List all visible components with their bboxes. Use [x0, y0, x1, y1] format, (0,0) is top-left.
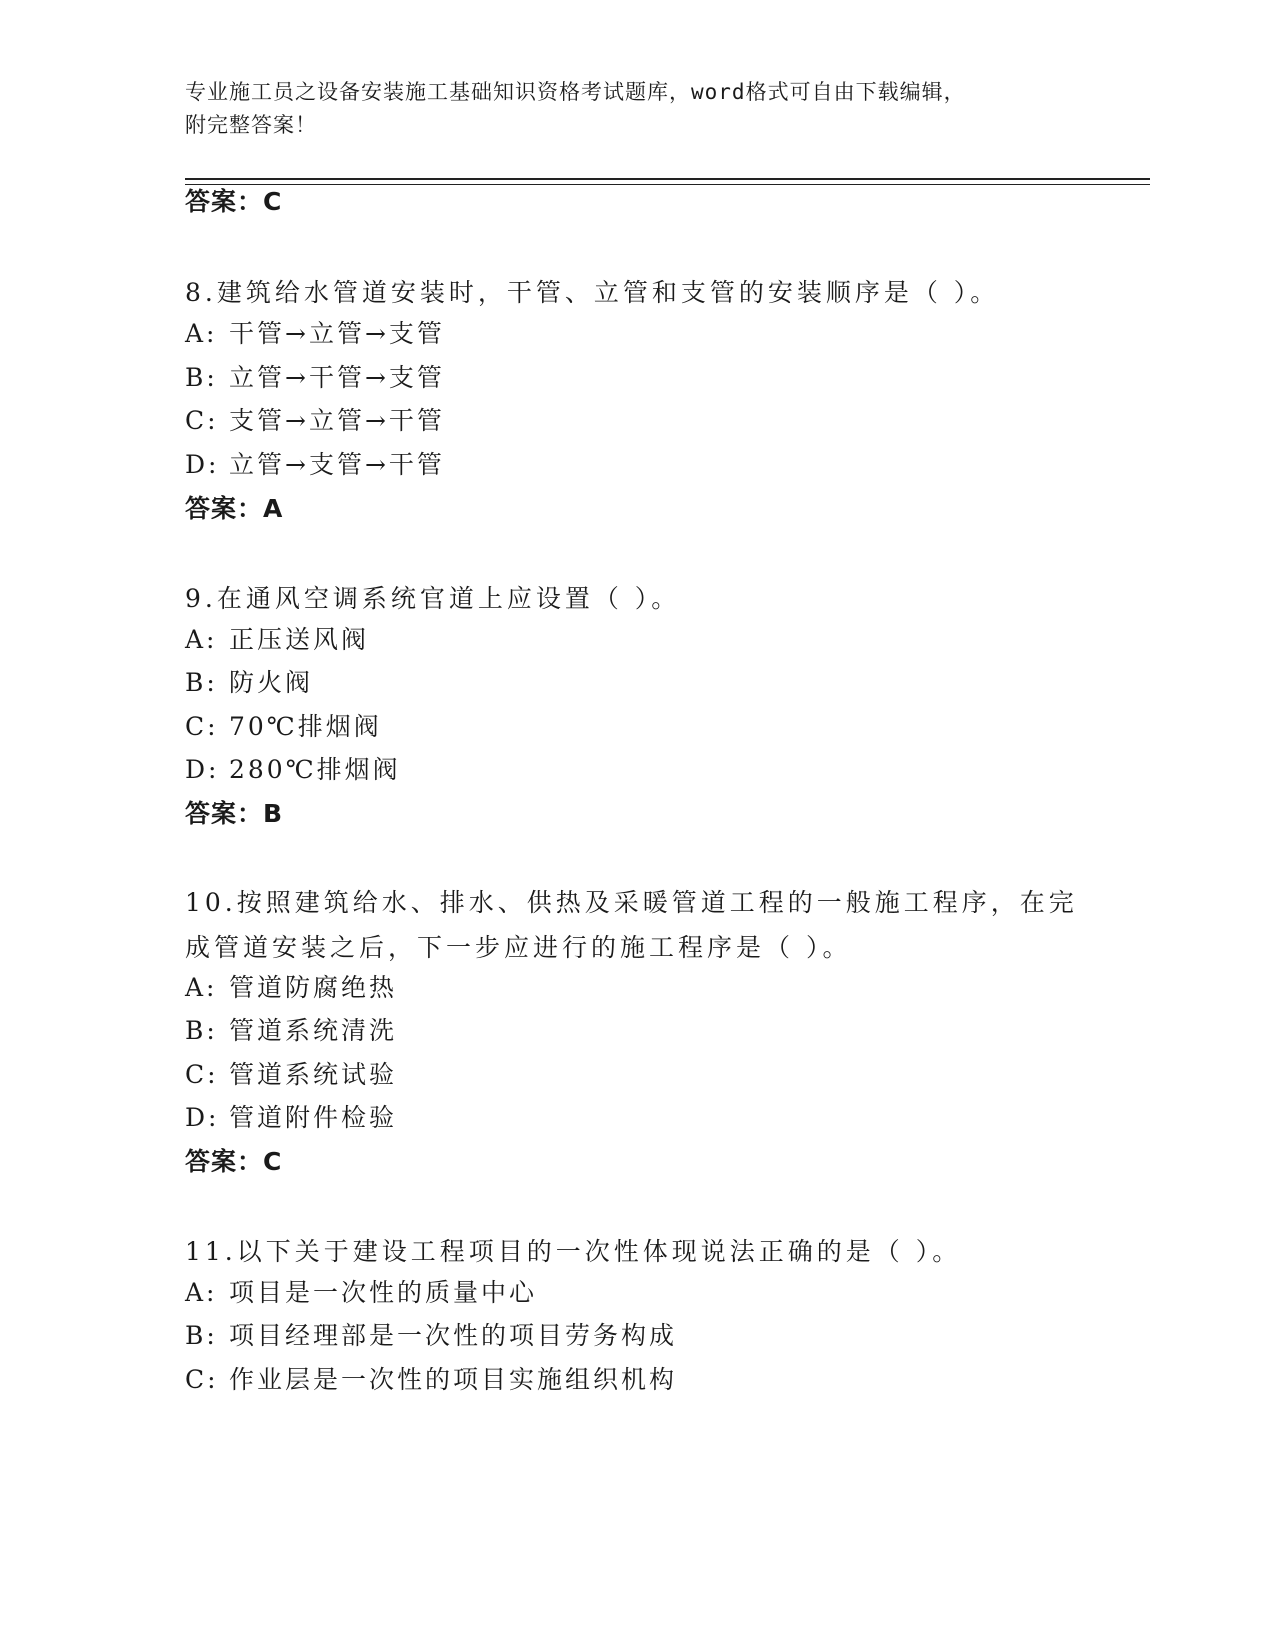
question-9-stem: 9.在通风空调系统官道上应设置（ ）。 [185, 584, 681, 613]
question-9-option-d [185, 754, 1085, 786]
option-key: B: [185, 363, 218, 392]
question-11-option-a [185, 1277, 1085, 1309]
header-line-2: 附完整答案！ [185, 113, 317, 137]
option-key: A: [185, 319, 218, 348]
header-divider-thick [185, 178, 1150, 180]
header-divider-thin [185, 184, 1150, 185]
option-key: C: [185, 1365, 219, 1394]
question-8-option-c [185, 405, 1085, 437]
option-key: A: [185, 625, 218, 654]
option-key: D: [185, 1103, 220, 1132]
option-key: D: [185, 755, 220, 784]
option-key: C: [185, 406, 219, 435]
option-key: B: [185, 668, 218, 697]
question-11-stem: 11.以下关于建设工程项目的一次性体现说法正确的是（ ）。 [185, 1237, 962, 1266]
question-8-option-b [185, 362, 1085, 394]
question-11-option-c [185, 1364, 1085, 1396]
document-header [185, 76, 1085, 142]
option-text: 立管→干管→支管 [229, 363, 445, 392]
option-key: C: [185, 1060, 219, 1089]
option-text: 管道防腐绝热 [229, 973, 398, 1002]
question-10-option-b [185, 1015, 1085, 1047]
option-text: 管道系统试验 [229, 1060, 398, 1089]
option-key: D: [185, 450, 220, 479]
option-key: C: [185, 712, 219, 741]
question-8-option-a [185, 318, 1085, 350]
question-10-stem [185, 880, 1085, 970]
option-text: 70℃排烟阀 [229, 712, 382, 741]
question-10-option-c [185, 1059, 1085, 1091]
option-key: B: [185, 1016, 218, 1045]
option-key: B: [185, 1321, 218, 1350]
option-text: 项目是一次性的质量中心 [229, 1278, 538, 1307]
option-text: 正压送风阀 [229, 625, 370, 654]
question-10-answer: 答案：C [185, 1147, 283, 1176]
question-8-answer: 答案：A [185, 494, 284, 523]
question-8-option-d [185, 449, 1085, 481]
option-text: 280℃排烟阀 [229, 755, 401, 784]
option-text: 作业层是一次性的项目实施组织机构 [229, 1365, 678, 1394]
option-key: A: [185, 1278, 218, 1307]
option-text: 项目经理部是一次性的项目劳务构成 [229, 1321, 678, 1350]
option-key: A: [185, 973, 218, 1002]
option-text: 管道系统清洗 [229, 1016, 398, 1045]
question-10-option-d [185, 1102, 1085, 1134]
header-line-1: 专业施工员之设备安装施工基础知识资格考试题库，word格式可自由下载编辑， [185, 80, 966, 104]
option-text: 立管→支管→干管 [229, 450, 445, 479]
question-8-stem: 8.建筑给水管道安装时，干管、立管和支管的安装顺序是（ ）。 [185, 278, 1000, 307]
prev-question-answer: 答案：C [185, 187, 283, 216]
option-text: 支管→立管→干管 [229, 406, 445, 435]
question-10-option-a [185, 972, 1085, 1004]
option-text: 干管→立管→支管 [229, 319, 445, 348]
question-9-answer: 答案：B [185, 799, 284, 828]
question-9-option-c [185, 711, 1085, 743]
question-9-option-a [185, 624, 1085, 656]
option-text: 管道附件检验 [229, 1103, 398, 1132]
question-10-stem-line-2: 成管道安装之后，下一步应进行的施工程序是（ ）。 [185, 933, 852, 962]
question-9-option-b [185, 667, 1085, 699]
question-11-option-b [185, 1320, 1085, 1352]
option-text: 防火阀 [229, 668, 314, 697]
question-10-stem-line-1: 10.按照建筑给水、排水、供热及采暖管道工程的一般施工程序，在完 [185, 888, 1078, 917]
